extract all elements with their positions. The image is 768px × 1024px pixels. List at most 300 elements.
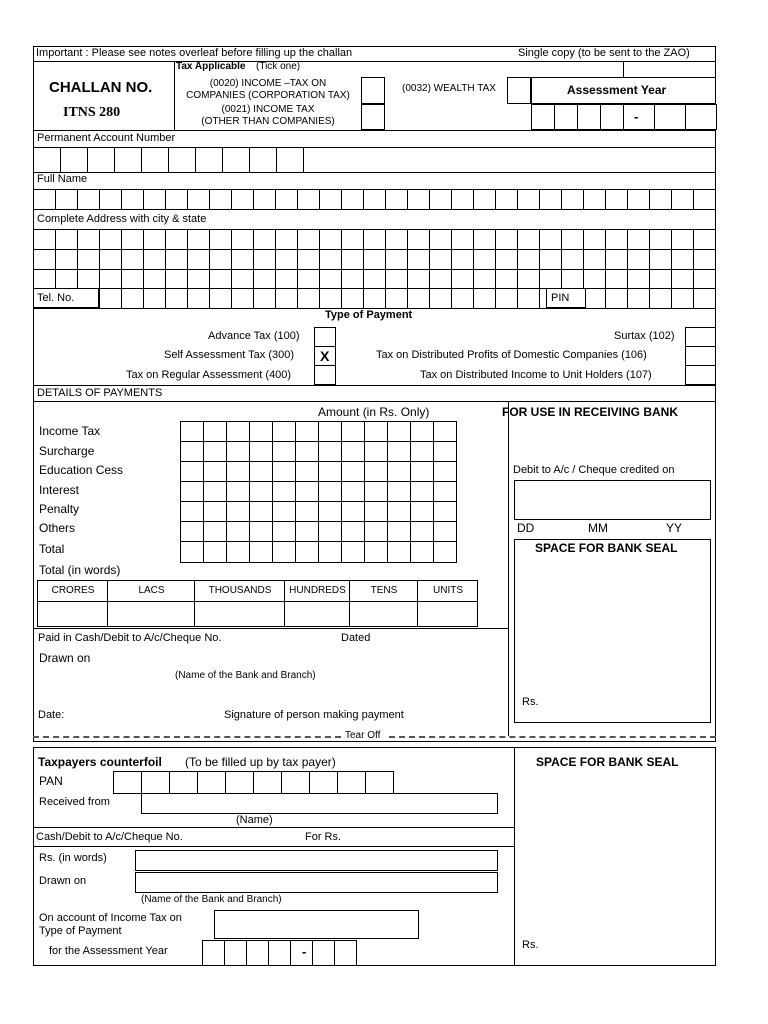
input-cell[interactable] [473,288,496,309]
input-cell[interactable] [141,147,169,173]
input-cell[interactable] [561,229,584,250]
input-cell[interactable] [143,288,166,309]
amount-cell[interactable] [433,481,457,502]
amount-cell[interactable] [341,541,365,563]
input-cell[interactable] [583,269,606,289]
counterfoil-cheque-label: Cash/Debit to A/c/Cheque No. [36,831,183,843]
input-cell[interactable] [253,249,276,270]
input-cell[interactable] [627,288,650,309]
denomination-label: THOUSANDS [208,585,272,596]
input-cell[interactable] [319,189,342,210]
input-cell[interactable] [165,269,188,289]
amount-cell[interactable] [387,501,411,522]
input-cell[interactable] [319,229,342,250]
amount-cell[interactable] [295,441,319,462]
input-cell[interactable] [231,189,254,210]
input-cell[interactable] [99,249,122,270]
input-cell[interactable] [561,249,584,270]
input-cell[interactable] [627,249,650,270]
input-cell[interactable] [121,269,144,289]
input-cell[interactable] [55,249,78,270]
input-cell[interactable] [583,189,606,210]
divider-v [508,401,509,736]
amount-cell[interactable] [341,421,365,442]
amount-cell[interactable] [318,441,342,462]
input-cell[interactable] [253,269,276,289]
option-0032-checkbox[interactable] [507,77,531,104]
amount-cell[interactable] [295,541,319,563]
counterfoil-drawn-on-label: Drawn on [39,875,87,887]
input-cell[interactable] [187,288,210,309]
assessment-year-boxes[interactable] [531,104,716,130]
surtax-checkbox[interactable] [685,327,716,347]
input-cell[interactable] [517,269,540,289]
amount-cell[interactable] [318,481,342,502]
amount-cell[interactable] [433,421,457,442]
input-cell[interactable] [121,249,144,270]
input-cell[interactable] [363,249,386,270]
input-cell[interactable] [169,771,198,794]
input-cell[interactable] [33,229,56,250]
input-cell[interactable] [649,189,672,210]
input-cell[interactable] [365,771,394,794]
counterfoil-for-rs-label: For Rs. [305,831,342,843]
amount-cell[interactable] [180,461,204,482]
input-cell[interactable] [253,229,276,250]
input-cell[interactable] [451,269,474,289]
input-cell[interactable] [473,229,496,250]
on-account-line2: Type of Payment [39,925,122,937]
amount-cell[interactable] [410,441,434,462]
input-cell[interactable] [517,288,540,309]
amount-cell[interactable] [387,461,411,482]
on-account-line1: On account of Income Tax on [39,912,182,924]
input-cell[interactable] [341,249,364,270]
input-cell[interactable] [195,147,223,173]
option-0021-checkbox[interactable] [361,104,385,130]
input-cell[interactable] [649,288,672,309]
divider-h [33,130,716,131]
option-0020-checkbox[interactable] [361,77,385,104]
input-cell[interactable] [495,189,518,210]
amount-cell[interactable] [318,541,342,563]
input-cell[interactable] [693,249,716,270]
input-cell[interactable] [121,229,144,250]
amount-cell[interactable] [364,461,388,482]
input-cell[interactable] [99,269,122,289]
input-cell[interactable] [473,269,496,289]
input-cell[interactable] [297,229,320,250]
input-cell[interactable] [297,288,320,309]
input-cell[interactable] [143,189,166,210]
pan-input-boxes[interactable] [33,147,303,173]
input-cell[interactable] [605,288,628,309]
input-cell[interactable] [693,269,716,289]
bank-seal-area [514,539,711,723]
input-cell[interactable] [385,288,408,309]
input-cell[interactable] [297,249,320,270]
input-cell[interactable] [121,189,144,210]
input-cell[interactable] [561,189,584,210]
amount-cell[interactable] [272,441,296,462]
input-cell[interactable] [222,147,250,173]
amount-cell[interactable] [226,421,250,442]
input-cell[interactable] [275,249,298,270]
input-cell[interactable] [231,229,254,250]
input-cell[interactable] [209,288,232,309]
amount-cell[interactable] [433,461,457,482]
amount-cell[interactable] [387,541,411,563]
amount-cell[interactable] [180,441,204,462]
input-cell[interactable] [187,229,210,250]
amount-cell[interactable] [226,501,250,522]
amount-cell[interactable] [387,441,411,462]
input-cell[interactable] [253,771,282,794]
input-cell[interactable] [77,229,100,250]
amount-cell[interactable] [295,421,319,442]
input-cell[interactable] [309,771,338,794]
input-cell[interactable] [517,249,540,270]
input-cell[interactable] [143,229,166,250]
amount-cell[interactable] [387,421,411,442]
input-cell[interactable] [341,229,364,250]
amount-cell[interactable] [364,521,388,542]
input-cell[interactable] [429,269,452,289]
input-cell[interactable] [99,229,122,250]
amount-cell[interactable] [341,481,365,502]
input-cell[interactable] [319,288,342,309]
input-cell[interactable] [55,229,78,250]
input-cell[interactable] [33,147,61,173]
input-cell[interactable] [231,269,254,289]
input-cell[interactable] [187,269,210,289]
amount-cell[interactable] [410,461,434,482]
denomination-input[interactable] [107,601,195,627]
input-cell[interactable] [275,229,298,250]
counterfoil-pan-boxes[interactable] [113,771,393,794]
input-cell[interactable] [209,189,232,210]
input-cell[interactable] [429,288,452,309]
input-cell[interactable] [693,189,716,210]
full-name-input-boxes[interactable] [33,189,715,210]
input-cell[interactable] [385,269,408,289]
input-cell[interactable] [539,189,562,210]
input-cell[interactable] [605,249,628,270]
amount-cell[interactable] [341,501,365,522]
input-cell[interactable] [605,229,628,250]
amount-cell[interactable] [410,501,434,522]
input-cell[interactable] [429,229,452,250]
input-cell[interactable] [583,288,606,309]
input-cell[interactable] [168,147,196,173]
amount-cell[interactable] [249,421,273,442]
amount-cell[interactable] [203,501,227,522]
input-cell[interactable] [77,189,100,210]
amount-cell[interactable] [364,501,388,522]
input-cell[interactable] [671,269,694,289]
input-cell[interactable] [33,249,56,270]
amount-cell[interactable] [364,441,388,462]
input-cell[interactable] [671,249,694,270]
denomination-input[interactable] [194,601,285,627]
input-cell[interactable] [77,269,100,289]
input-cell[interactable] [337,771,366,794]
input-cell[interactable] [165,249,188,270]
input-cell[interactable] [693,229,716,250]
input-cell[interactable] [165,189,188,210]
input-cell[interactable] [281,771,310,794]
input-cell[interactable] [583,229,606,250]
rs-in-words-field[interactable] [135,850,498,871]
input-cell[interactable] [627,269,650,289]
regular-assessment-checkbox[interactable] [314,365,336,385]
amount-cell[interactable] [318,501,342,522]
input-cell[interactable] [407,249,430,270]
input-cell[interactable] [209,249,232,270]
input-cell[interactable] [407,229,430,250]
input-cell[interactable] [60,147,88,173]
input-cell[interactable] [451,189,474,210]
amount-cell[interactable] [433,501,457,522]
amount-cell[interactable] [203,521,227,542]
input-cell[interactable] [363,269,386,289]
input-cell[interactable] [627,189,650,210]
input-cell[interactable] [55,269,78,289]
address-row-3[interactable] [33,269,715,289]
input-cell[interactable] [517,189,540,210]
input-cell[interactable] [495,249,518,270]
amount-cell[interactable] [226,541,250,563]
input-cell[interactable] [276,147,304,173]
input-cell[interactable] [319,269,342,289]
amount-cell[interactable] [318,521,342,542]
amount-cell[interactable] [249,521,273,542]
amount-cell[interactable] [295,481,319,502]
amount-cell[interactable] [341,441,365,462]
input-cell[interactable] [385,189,408,210]
denomination-input[interactable] [37,601,108,627]
amount-cell[interactable] [410,421,434,442]
input-cell[interactable] [341,288,364,309]
input-cell[interactable] [649,229,672,250]
input-cell[interactable] [671,229,694,250]
amount-cell[interactable] [295,521,319,542]
amount-cell[interactable] [272,461,296,482]
amount-cell[interactable] [272,481,296,502]
amount-cell[interactable] [272,501,296,522]
input-cell[interactable] [275,189,298,210]
input-cell[interactable] [253,288,276,309]
input-cell[interactable] [275,288,298,309]
date-label: Date: [38,709,65,721]
input-cell[interactable] [187,249,210,270]
input-cell[interactable] [297,189,320,210]
amount-cell[interactable] [318,421,342,442]
input-cell[interactable] [99,189,122,210]
input-cell[interactable] [33,189,56,210]
input-cell[interactable] [671,288,694,309]
input-cell[interactable] [363,229,386,250]
amount-cell[interactable] [203,421,227,442]
input-cell[interactable] [209,269,232,289]
input-cell[interactable] [649,249,672,270]
distributed-income-checkbox[interactable] [685,365,716,385]
amount-cell[interactable] [203,441,227,462]
input-cell[interactable] [539,249,562,270]
debit-date-field[interactable] [514,480,711,520]
input-cell[interactable] [231,288,254,309]
counterfoil-drawn-on-field[interactable] [135,872,498,893]
input-cell[interactable] [473,189,496,210]
input-cell[interactable] [225,771,254,794]
amount-cell[interactable] [180,541,204,563]
input-cell[interactable] [583,249,606,270]
input-cell[interactable] [55,189,78,210]
input-cell[interactable] [165,229,188,250]
amount-cell[interactable] [387,481,411,502]
amount-cell[interactable] [295,461,319,482]
address-row-2[interactable] [33,249,715,270]
input-cell[interactable] [605,269,628,289]
address-row-1[interactable] [33,229,715,250]
tel-pin-row[interactable] [33,288,715,309]
amount-cell[interactable] [433,521,457,542]
input-cell[interactable] [114,147,142,173]
input-cell[interactable] [363,288,386,309]
amount-cell[interactable] [364,541,388,563]
input-cell[interactable] [495,288,518,309]
amount-cell[interactable] [295,501,319,522]
denomination-input[interactable] [284,601,350,627]
amount-cell[interactable] [249,461,273,482]
amount-cell[interactable] [180,521,204,542]
input-cell[interactable] [451,229,474,250]
denomination-input[interactable] [349,601,418,627]
amount-cell[interactable] [387,521,411,542]
amount-cell[interactable] [226,481,250,502]
input-cell[interactable] [33,269,56,289]
denomination-input[interactable] [417,601,478,627]
input-cell[interactable] [693,288,716,309]
amount-cell[interactable] [180,501,204,522]
input-cell[interactable] [297,269,320,289]
input-cell[interactable] [165,288,188,309]
amount-cell[interactable] [433,441,457,462]
input-cell[interactable] [473,249,496,270]
amount-cell[interactable] [180,421,204,442]
amount-cell[interactable] [364,421,388,442]
input-cell[interactable] [649,269,672,289]
option-0021-line2: (OTHER THAN COMPANIES) [201,116,335,127]
amount-cell[interactable] [341,521,365,542]
input-cell[interactable] [605,189,628,210]
input-cell[interactable] [561,269,584,289]
input-cell[interactable] [407,189,430,210]
input-cell[interactable] [319,249,342,270]
input-cell[interactable] [209,229,232,250]
amount-cell[interactable] [433,541,457,563]
input-cell[interactable] [99,288,122,309]
divider-v [623,61,624,77]
input-cell[interactable] [429,249,452,270]
amount-cell[interactable] [203,541,227,563]
input-cell[interactable] [539,229,562,250]
amount-cell[interactable] [410,481,434,502]
counterfoil-ay-boxes[interactable] [202,940,356,966]
input-cell[interactable] [121,288,144,309]
input-cell[interactable] [407,269,430,289]
input-cell[interactable] [113,771,142,794]
input-cell[interactable] [495,229,518,250]
amount-cell[interactable] [341,461,365,482]
amount-cell[interactable] [249,501,273,522]
input-cell[interactable] [627,229,650,250]
amount-cell[interactable] [318,461,342,482]
on-account-field[interactable] [214,910,419,939]
amount-cell[interactable] [226,521,250,542]
input-cell[interactable] [385,229,408,250]
input-cell[interactable] [275,269,298,289]
amount-cell[interactable] [272,421,296,442]
amount-cell[interactable] [203,481,227,502]
input-cell[interactable] [341,189,364,210]
pan-label: Permanent Account Number [37,132,176,144]
row-interest: Interest [39,483,80,497]
received-from-field[interactable] [141,793,498,814]
input-cell[interactable] [517,229,540,250]
input-cell[interactable] [253,189,276,210]
amount-cell[interactable] [249,541,273,563]
input-cell[interactable] [341,269,364,289]
amount-cell[interactable] [226,441,250,462]
input-cell[interactable] [231,249,254,270]
input-cell[interactable] [187,189,210,210]
input-cell[interactable] [385,249,408,270]
input-cell[interactable] [363,189,386,210]
input-cell[interactable] [429,189,452,210]
amount-cell[interactable] [410,521,434,542]
input-cell[interactable] [495,269,518,289]
amount-cell[interactable] [226,461,250,482]
amount-cell[interactable] [203,461,227,482]
amount-cell[interactable] [272,521,296,542]
option-0032-label: (0032) WEALTH TAX [402,83,496,94]
input-cell[interactable] [87,147,115,173]
input-cell[interactable] [451,288,474,309]
input-cell[interactable] [197,771,226,794]
input-cell[interactable] [407,288,430,309]
amount-cell[interactable] [180,481,204,502]
distributed-profits-checkbox[interactable] [685,346,716,366]
input-cell[interactable] [77,249,100,270]
amount-cell[interactable] [364,481,388,502]
input-cell[interactable] [143,249,166,270]
dd-label: DD [517,521,535,535]
amount-cell[interactable] [410,541,434,563]
row-surcharge: Surcharge [39,444,95,458]
input-cell[interactable] [671,189,694,210]
denomination-label: CRORES [51,585,95,596]
input-cell[interactable] [141,771,170,794]
input-cell[interactable] [143,269,166,289]
input-cell[interactable] [451,249,474,270]
amount-cell[interactable] [249,481,273,502]
input-cell[interactable] [539,269,562,289]
amount-cell[interactable] [272,541,296,563]
advance-tax-checkbox[interactable] [314,327,336,347]
amount-cell[interactable] [249,441,273,462]
input-cell[interactable] [249,147,277,173]
